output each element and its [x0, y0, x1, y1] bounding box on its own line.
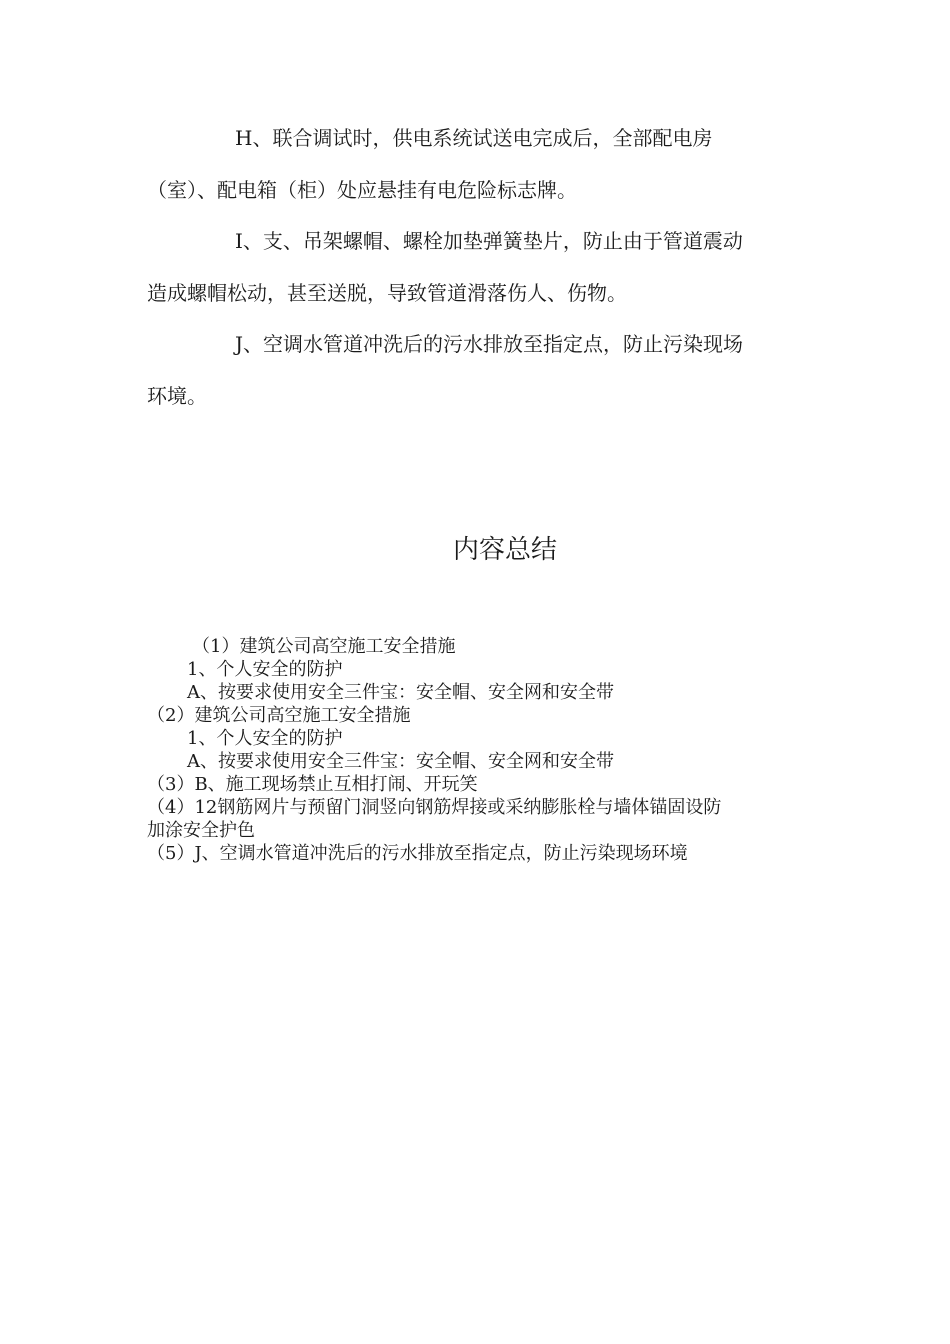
summary-line-8: （4）12钢筋网片与预留门洞竖向钢筋焊接或采纳膨胀栓与墙体锚固设防: [147, 797, 722, 818]
summary-title: 内容总结: [452, 535, 557, 565]
paragraph-i-line-2: 造成螺帽松动，甚至送脱，导致管道滑落伤人、伤物。: [147, 281, 627, 305]
summary-line-7: （3）B、施工现场禁止互相打闹、开玩笑: [147, 774, 478, 795]
summary-line-6: A、按要求使用安全三件宝：安全帽、安全网和安全带: [187, 751, 614, 772]
summary-line-4: （2）建筑公司高空施工安全措施: [147, 705, 411, 726]
summary-line-10: （5）J、空调水管道冲洗后的污水排放至指定点，防止污染现场环境: [147, 843, 688, 864]
paragraph-h-line-1: H、联合调试时，供电系统试送电完成后，全部配电房: [235, 126, 713, 150]
summary-list: [147, 635, 812, 865]
paragraph-h-line-2: （室）、配电箱（柜）处应悬挂有电危险标志牌。: [147, 178, 577, 202]
summary-line-5: 1、个人安全的防护: [187, 728, 343, 749]
summary-line-2: 1、个人安全的防护: [187, 659, 343, 680]
paragraph-i-line-1: I、支、吊架螺帽、螺栓加垫弹簧垫片，防止由于管道震动: [235, 229, 743, 253]
summary-line-9: 加涂安全护色: [147, 820, 255, 841]
paragraph-j-line-2: 环境。: [147, 384, 207, 408]
summary-line-1: （1）建筑公司高空施工安全措施: [192, 636, 456, 657]
paragraph-j-line-1: J、空调水管道冲洗后的污水排放至指定点，防止污染现场: [235, 332, 744, 356]
summary-line-3: A、按要求使用安全三件宝：安全帽、安全网和安全带: [187, 682, 614, 703]
